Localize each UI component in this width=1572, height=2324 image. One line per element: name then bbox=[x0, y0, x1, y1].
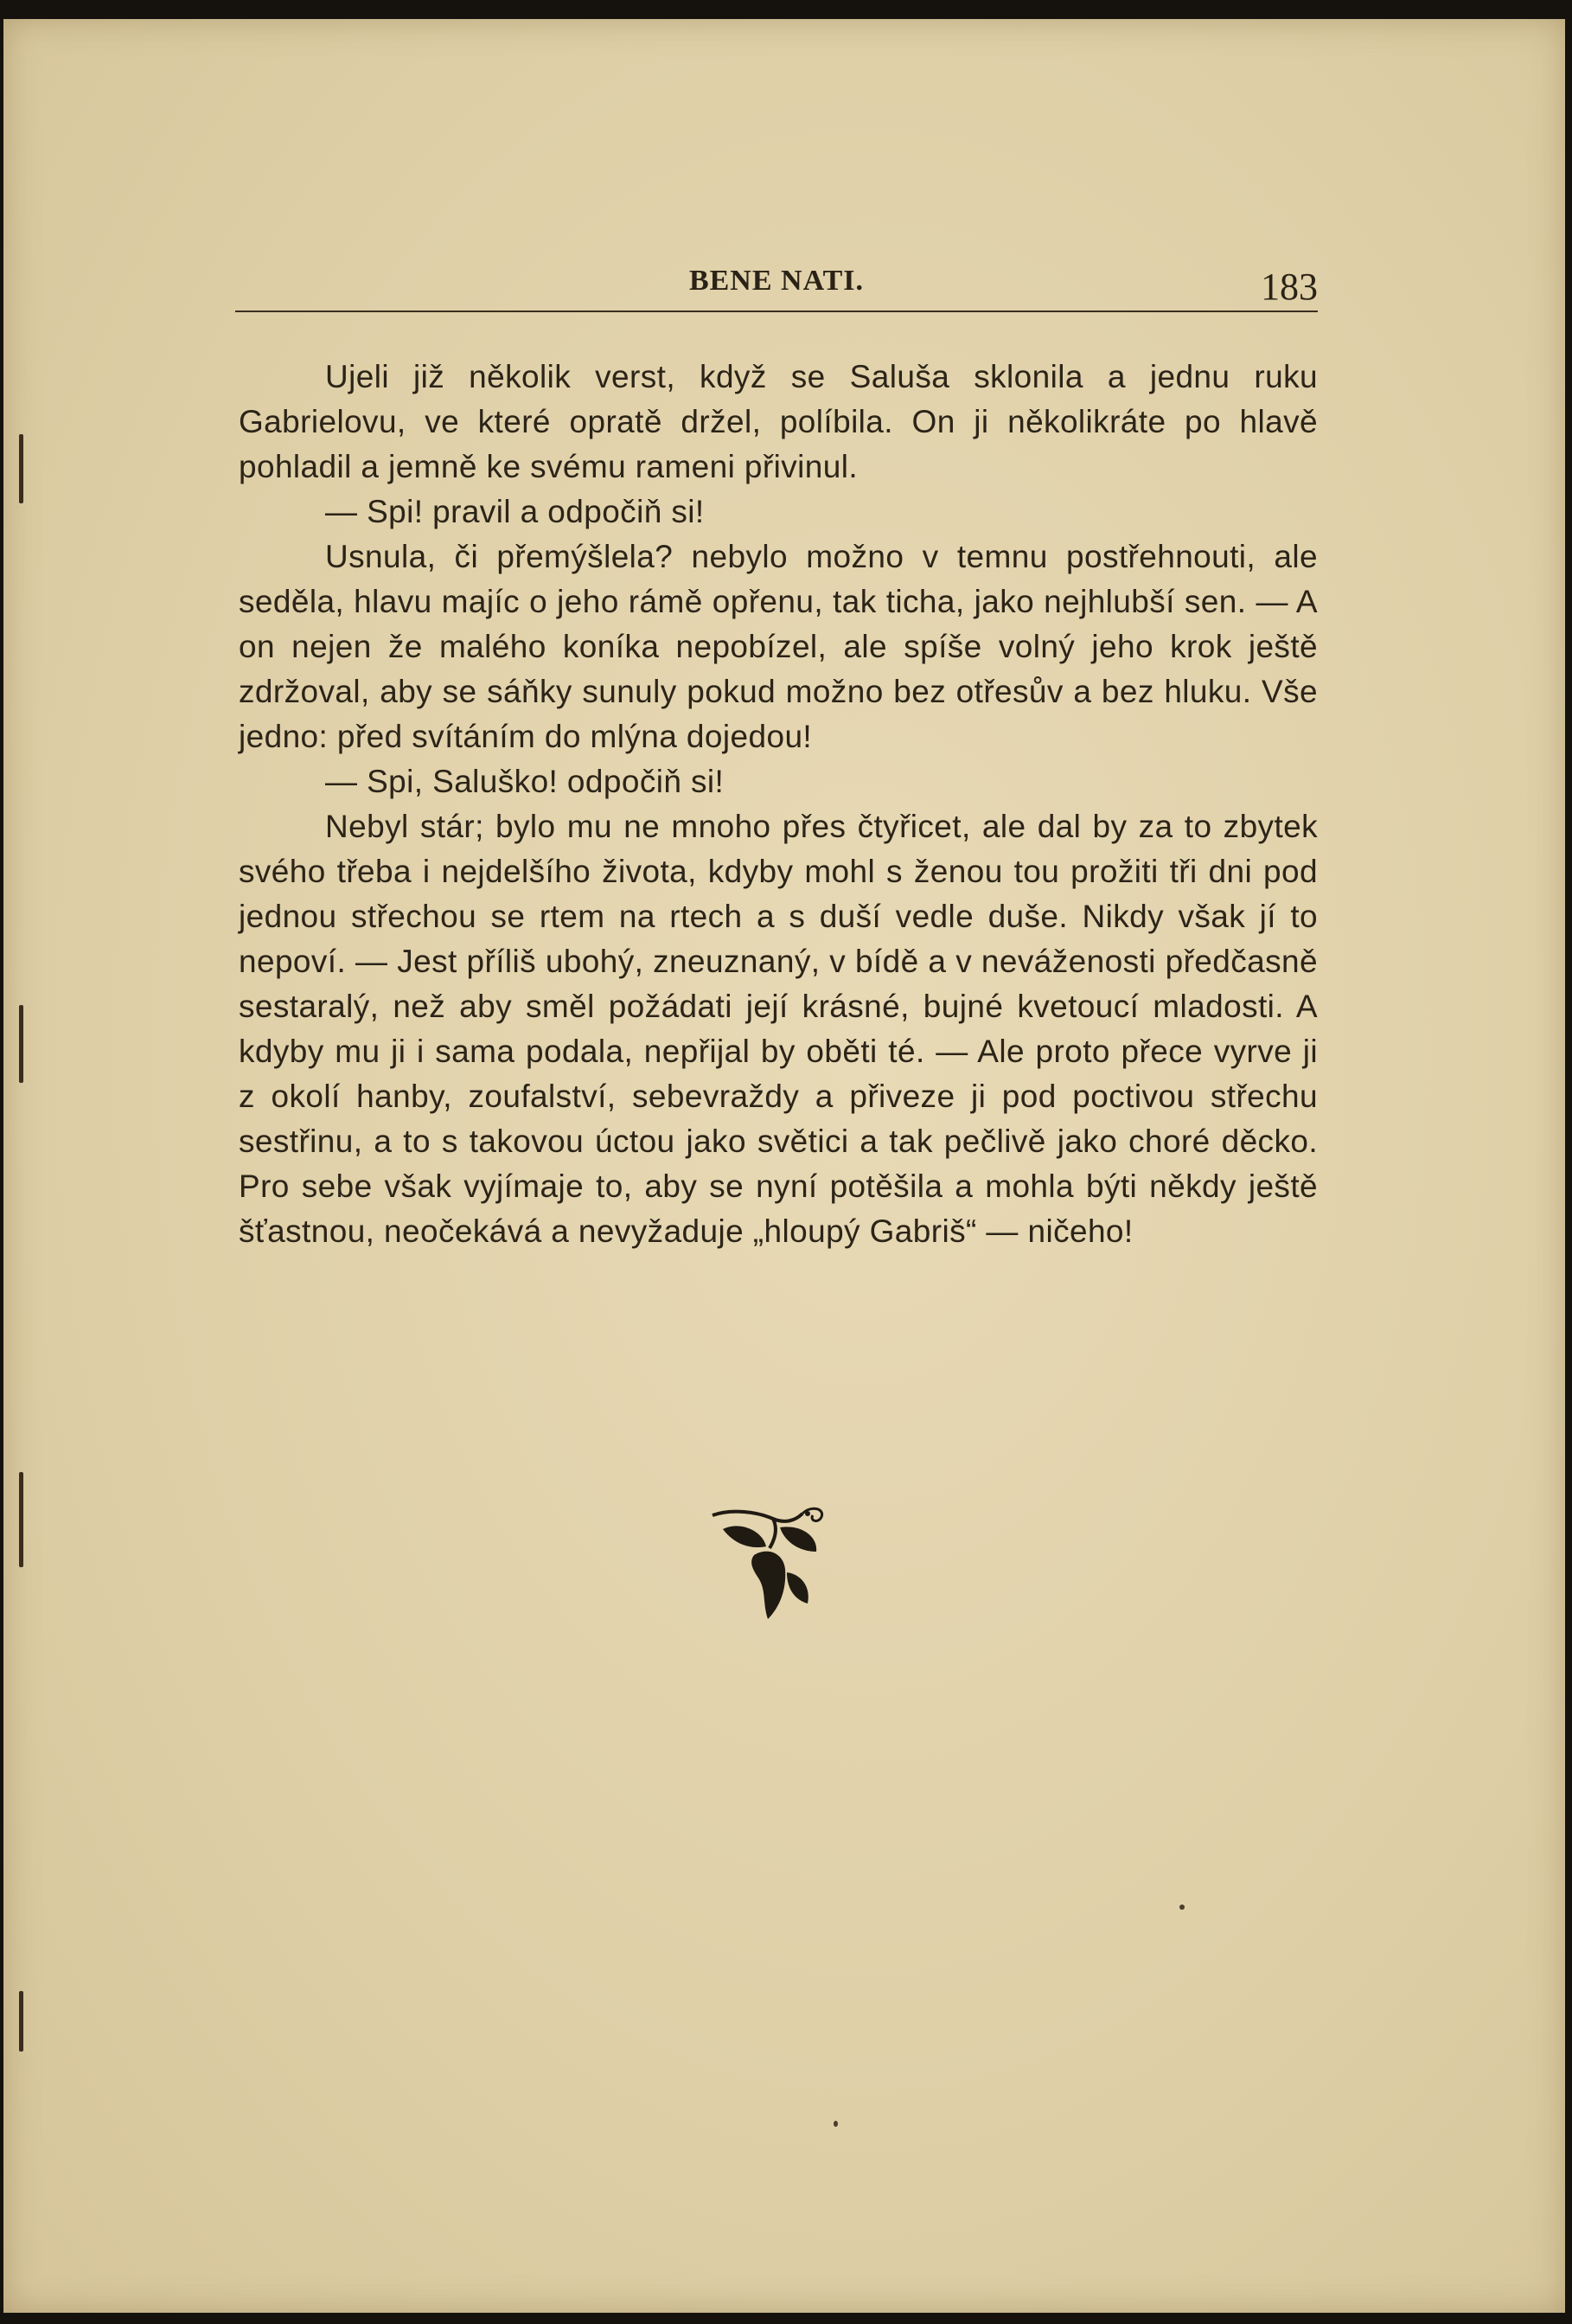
page-number: 183 bbox=[1261, 266, 1318, 308]
page-edge-mark bbox=[19, 1472, 23, 1567]
running-header bbox=[235, 259, 1318, 313]
paragraph: — Spi, Saluško! odpočiň si! bbox=[325, 764, 725, 799]
header-rule bbox=[235, 311, 1318, 312]
book-page bbox=[3, 19, 1565, 2313]
floral-vine-icon bbox=[706, 1489, 835, 1636]
page-edge-mark bbox=[19, 1991, 23, 2052]
body-text bbox=[239, 355, 1318, 1254]
paper-speck bbox=[1179, 1905, 1185, 1910]
paragraph: Usnula, či přemýšlela? nebylo možno v temnu postřehnouti, ale seděla, hlavu majíc o jeho rámě opřenu, tak ticha, jako nejhlubší sen. — A on nejen že malého koníka nepobízel, ale spíše volný jeho krok ještě zdržoval, aby se sáňky sunuly pokud možno bez otřesův a bez hluku. Vše jedno: před svítáním do mlýna dojedou! bbox=[239, 539, 1318, 754]
paragraph: — Spi! pravil a odpočiň si! bbox=[325, 494, 705, 529]
paragraph: Ujeli již několik verst, když se Saluša sklonila a jednu ruku Gabrielovu, ve které opratě držel, políbila. On ji několikráte po hlavě pohladil a jemně ke svému rameni přivinul. bbox=[239, 359, 1318, 484]
paragraph: Nebyl stár; bylo mu ne mnoho přes čtyřicet, ale dal by za to zbytek svého třeba i nejdelšího života, kdyby mohl s ženou tou prožiti tři dni pod jednou střechou se rtem na rtech a s duší vedle duše. Nikdy však jí to nepoví. — Jest příliš ubohý, zneuznaný, v bídě a v neváženosti předčasně sestaralý, než aby směl požádati její krásné, bujné kvetoucí mladosti. A kdyby mu ji i sama podala, nepřijal by oběti té. — Ale proto přece vyrve ji z okolí hanby, zoufalství, sebevraždy a přiveze ji pod poctivou střechu sestřinu, a to s takovou úctou jako světici a tak pečlivě jako choré děcko. Pro sebe však vyjímaje to, aby se nyní potěšila a mohla býti někdy ještě šťastnou, neočekává a nevyžaduje „hloupý Gabriš“ — ničeho! bbox=[239, 809, 1318, 1249]
page-edge-mark bbox=[19, 1005, 23, 1083]
page-edge-mark bbox=[19, 434, 23, 503]
running-title: BENE NATI. bbox=[688, 265, 865, 297]
paper-speck bbox=[834, 2121, 838, 2127]
